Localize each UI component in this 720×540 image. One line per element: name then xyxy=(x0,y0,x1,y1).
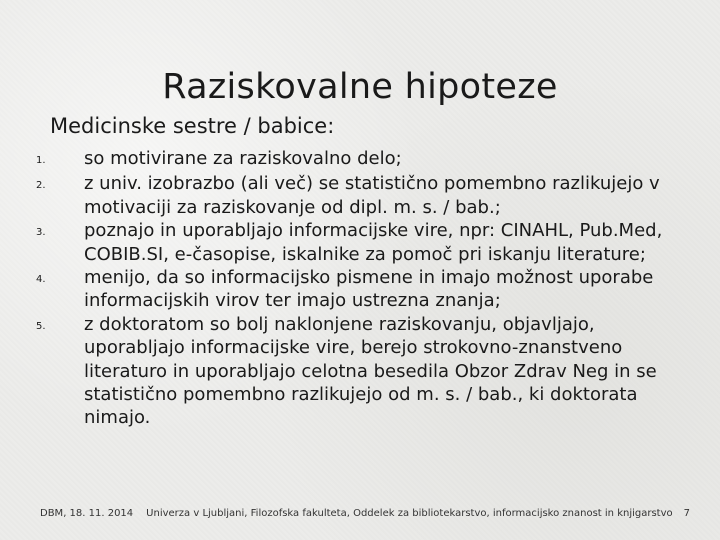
list-item xyxy=(36,147,686,172)
footer-date: DBM, 18. 11. 2014 xyxy=(40,508,134,519)
hypotheses-list xyxy=(36,147,686,430)
footer-institution: Univerza v Ljubljani, Filozofska fakulteta, Oddelek za bibliotekarstvo, informacijsko znanost in knjigarstvo xyxy=(146,508,673,519)
list-item xyxy=(36,266,686,313)
slide-footer xyxy=(40,508,690,519)
list-item-text: menijo, da so informacijsko pismene in imajo možnost uporabe informacijskih virov ter imajo ustrezna znanja; xyxy=(84,267,654,312)
list-item-text: z doktoratom so bolj naklonjene raziskovanju, objavljajo, uporabljajo informacijske vire, berejo strokovno-znanstveno literaturo in uporabljajo celotna besedila Obzor Zdrav Neg in se statistično pomembno razlikujejo od m. s. / bab., ki doktorata nimajo. xyxy=(84,313,657,429)
list-item-text: so motivirane za raziskovalno delo; xyxy=(84,148,402,169)
page-number: 7 xyxy=(683,508,690,519)
list-item-text: z univ. izobrazbo (ali več) se statistično pomembno razlikujejo v motivaciji za raziskovanje od dipl. m. s. / bab.; xyxy=(84,173,660,218)
list-item-number: 4. xyxy=(36,274,46,286)
list-item-text: poznajo in uporabljajo informacijske vire, npr: CINAHL, Pub.Med, COBIB.SI, e-časopise, iskalnike za pomoč pri iskanju literature; xyxy=(84,220,663,265)
list-item xyxy=(36,172,686,219)
list-item-number: 5. xyxy=(36,320,46,332)
list-item-number: 2. xyxy=(36,180,46,192)
list-item xyxy=(36,219,686,266)
slide-subtitle: Medicinske sestre / babice: xyxy=(50,114,335,138)
list-item xyxy=(36,313,686,430)
list-item-number: 3. xyxy=(36,227,46,239)
list-item-number: 1. xyxy=(36,155,46,166)
slide-title: Raziskovalne hipoteze xyxy=(162,67,558,108)
